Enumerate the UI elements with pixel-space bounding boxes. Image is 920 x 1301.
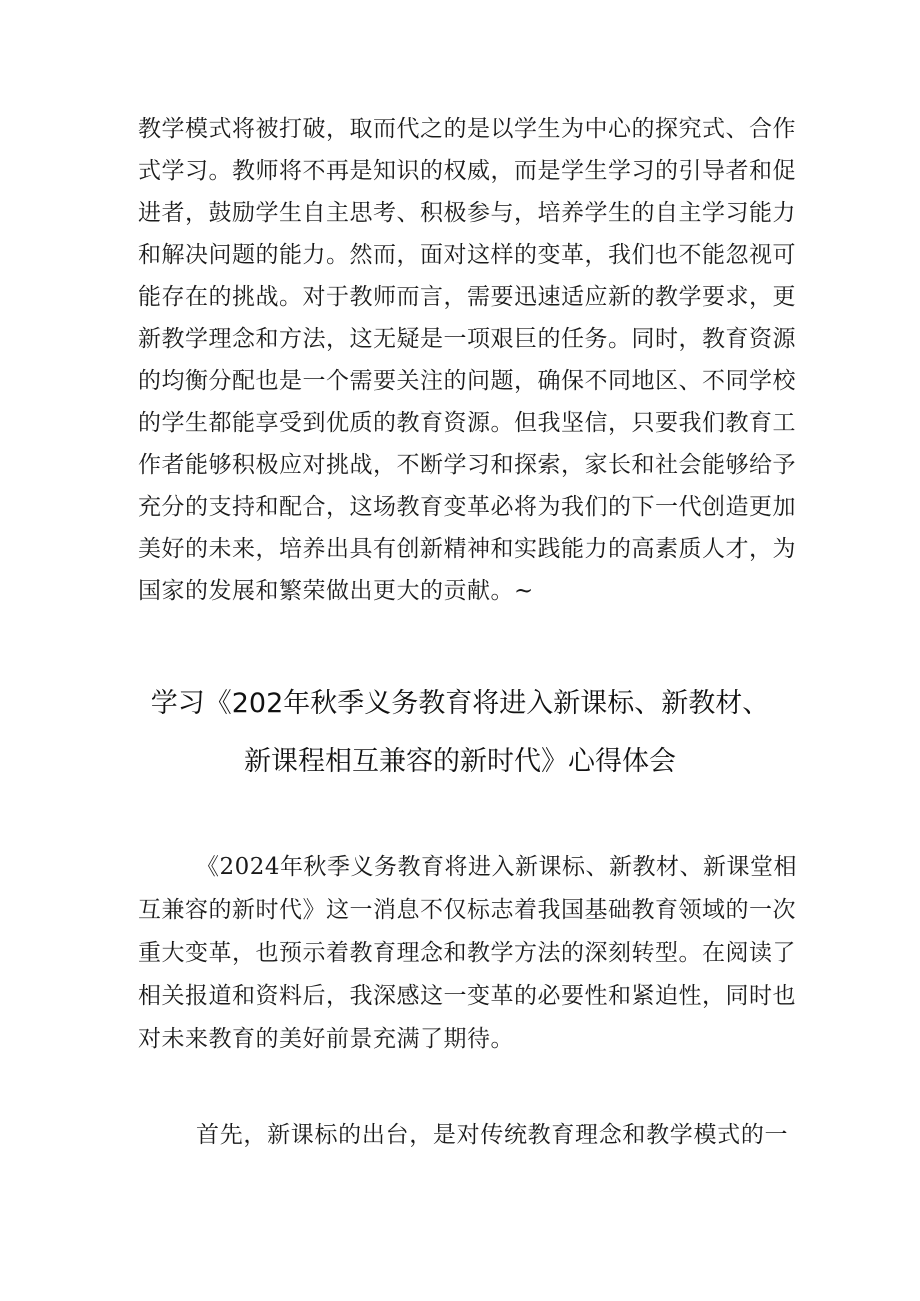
paragraph-line: 互兼容的新时代》这一消息不仅标志着我国基础教育领域的一次 [138, 897, 796, 923]
document-title: 新课程相互兼容的新时代》心得体会 [244, 746, 676, 777]
paragraph-line: 对未来教育的美好前景充满了期待。 [138, 1026, 514, 1052]
paragraph-line: 首先，新课标的出台，是对传统教育理念和教学模式的一 [196, 1122, 788, 1148]
paragraph-line: 教学模式将被打破，取而代之的是以学生为中心的探究式、合作 [138, 116, 796, 142]
paragraph-line: 国家的发展和繁荣做出更大的贡献。~ [138, 578, 534, 604]
paragraph-line: 和解决问题的能力。然而，面对这样的变革，我们也不能忽视可 [138, 242, 796, 268]
paragraph-line: 《2024年秋季义务教育将进入新课标、新教材、新课堂相 [196, 854, 798, 880]
paragraph-line: 进者，鼓励学生自主思考、积极参与，培养学生的自主学习能力 [138, 200, 796, 226]
paragraph-line: 式学习。教师将不再是知识的权威，而是学生学习的引导者和促 [138, 158, 796, 184]
paragraph-line: 重大变革，也预示着教育理念和教学方法的深刻转型。在阅读了 [138, 940, 796, 966]
paragraph-line: 美好的未来，培养出具有创新精神和实践能力的高素质人才，为 [138, 536, 796, 562]
paragraph-line: 作者能够积极应对挑战，不断学习和探索，家长和社会能够给予 [138, 452, 796, 478]
document-title: 学习《202年秋季义务教育将进入新课标、新教材、 [150, 688, 770, 719]
paragraph-line: 新教学理念和方法，这无疑是一项艰巨的任务。同时，教育资源 [138, 326, 796, 352]
paragraph-line: 的均衡分配也是一个需要关注的问题，确保不同地区、不同学校 [138, 368, 796, 394]
paragraph-line: 充分的支持和配合，这场教育变革必将为我们的下一代创造更加 [138, 494, 796, 520]
paragraph-line: 能存在的挑战。对于教师而言，需要迅速适应新的教学要求，更 [138, 284, 796, 310]
paragraph-line: 的学生都能享受到优质的教育资源。但我坚信，只要我们教育工 [138, 410, 796, 436]
paragraph-line: 相关报道和资料后，我深感这一变革的必要性和紧迫性，同时也 [138, 983, 796, 1009]
